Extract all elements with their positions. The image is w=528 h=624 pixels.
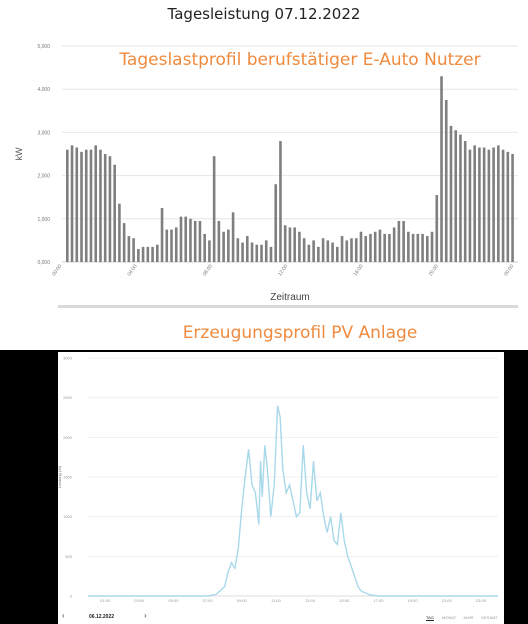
y-tick-label: 2,000 (37, 173, 50, 180)
load-bar (71, 145, 74, 262)
pv-date: 06.12.2022 (89, 614, 115, 620)
load-bar (459, 135, 462, 262)
y-axis-label: Leistung (W) (57, 465, 62, 489)
load-bar (142, 247, 145, 262)
load-bar (364, 236, 367, 262)
pv-profile-overlay-title: Erzeugungsprofil PV Anlage (182, 323, 418, 343)
load-bar (303, 238, 306, 262)
load-bar (336, 247, 339, 262)
load-bar (454, 130, 457, 262)
x-tick-label: 20:00 (427, 263, 440, 278)
load-bar (241, 243, 244, 262)
load-bar (398, 221, 401, 262)
load-bar (203, 234, 206, 262)
load-bar (279, 141, 282, 262)
load-bar (237, 238, 240, 262)
y-tick-label: 5,000 (37, 44, 50, 50)
y-tick-label: 2500 (63, 395, 72, 401)
x-tick-label: 12:00 (277, 263, 290, 278)
load-bar (341, 236, 344, 262)
load-bar (492, 148, 495, 262)
load-bar (298, 232, 301, 262)
load-bar (180, 217, 183, 262)
load-bar (426, 236, 429, 262)
load-bar (355, 238, 358, 262)
x-tick-label: 00:00 (503, 263, 516, 278)
load-bar (274, 184, 277, 262)
load-bar (350, 238, 353, 262)
load-bar (147, 247, 150, 262)
load-bar (345, 240, 348, 262)
load-bar (388, 234, 391, 262)
load-bar (85, 150, 88, 262)
load-bar (507, 152, 510, 262)
load-bar (128, 236, 131, 262)
load-bar (218, 221, 221, 262)
load-bar (421, 234, 424, 262)
y-tick-label: 0,000 (37, 260, 50, 266)
load-bar (208, 240, 211, 262)
load-bar (165, 230, 168, 262)
y-tick-label: 2000 (63, 434, 72, 440)
x-tick-label: 23:00 (475, 598, 486, 603)
x-tick-label: 17:00 (373, 598, 384, 603)
chart-separator (58, 305, 518, 308)
x-tick-label: 07:00 (202, 598, 213, 603)
x-tick-label: 01:00 (100, 598, 111, 603)
load-bar (478, 148, 481, 262)
y-tick-label: 1,000 (37, 216, 50, 223)
load-bar (502, 150, 505, 262)
load-bar (161, 208, 164, 262)
load-bar (137, 249, 140, 262)
load-bar (227, 230, 230, 262)
y-tick-label: 0 (69, 593, 72, 599)
load-bar (90, 150, 93, 262)
load-bar (199, 221, 202, 262)
load-bar (360, 232, 363, 262)
load-profile-chart (0, 30, 528, 320)
load-bar (497, 145, 500, 262)
y-tick-label: 3,000 (37, 130, 50, 137)
x-tick-label: 08:00 (201, 263, 214, 278)
x-tick-label: 15:00 (339, 598, 350, 603)
load-bar (417, 234, 420, 262)
load-bar (331, 243, 334, 262)
load-bar (255, 245, 258, 262)
load-bar (327, 240, 330, 262)
load-bar (260, 245, 263, 262)
load-bar (232, 212, 235, 262)
y-tick-label: 3000 (63, 355, 72, 361)
load-bar (402, 221, 405, 262)
tab-jahr[interactable]: JAHR (463, 615, 474, 620)
load-bar (445, 100, 448, 262)
load-bar (99, 150, 102, 262)
y-tick-label: 1500 (63, 474, 72, 480)
x-tick-label: 00:00 (51, 263, 64, 278)
x-tick-label: 13:00 (305, 598, 316, 603)
load-bar (511, 154, 514, 262)
chevron-left-icon[interactable]: ‹ (62, 611, 65, 620)
y-tick-label: 4,000 (37, 87, 50, 94)
y-axis-label: kW (14, 147, 24, 161)
load-bar (464, 141, 467, 262)
load-bar (312, 240, 315, 262)
load-bar (308, 245, 311, 262)
tab-monat[interactable]: MONAT (442, 615, 457, 620)
load-bar (123, 223, 126, 262)
load-bar (213, 156, 216, 262)
load-bar (80, 152, 83, 262)
load-bar (175, 227, 178, 262)
load-bar (473, 145, 476, 262)
load-bar (393, 227, 396, 262)
load-bar (109, 156, 112, 262)
load-bar (322, 238, 325, 262)
load-bar (265, 240, 268, 262)
x-tick-label: 21:00 (441, 598, 452, 603)
load-bar (369, 234, 372, 262)
load-bar (431, 232, 434, 262)
x-tick-label: 09:00 (236, 598, 247, 603)
load-bar (246, 236, 249, 262)
load-bar (469, 150, 472, 262)
load-bar (483, 148, 486, 262)
load-bar (374, 232, 377, 262)
load-bar (440, 76, 443, 262)
pv-series-line (88, 406, 498, 596)
load-bar (118, 204, 121, 262)
load-bar (407, 232, 410, 262)
load-bar (66, 150, 69, 262)
load-bar (383, 234, 386, 262)
load-bar (317, 247, 320, 262)
load-bar (94, 145, 97, 262)
y-tick-label: 1000 (63, 514, 72, 520)
x-tick-label: 05:00 (168, 598, 179, 603)
load-bar (412, 234, 415, 262)
load-bar (435, 195, 438, 262)
load-bar (251, 243, 254, 262)
load-bar (104, 154, 107, 262)
load-bar (189, 219, 192, 262)
x-tick-label: 03:00 (134, 598, 145, 603)
chevron-right-icon[interactable]: › (144, 611, 147, 620)
load-bar (289, 227, 292, 262)
page-title: Tagesleistung 07.12.2022 (167, 5, 361, 23)
x-tick-label: 19:00 (407, 598, 418, 603)
load-bar (488, 150, 491, 262)
load-bar (293, 227, 296, 262)
x-tick-label: 16:00 (352, 263, 365, 278)
load-profile-overlay-title: Tageslastprofil berufstätiger E-Auto Nutzer (119, 50, 481, 70)
y-tick-label: 500 (65, 553, 72, 559)
pv-generation-chart (58, 352, 504, 604)
load-bar (222, 232, 225, 262)
load-bar (194, 221, 197, 262)
x-axis-label: Zeitraum (270, 292, 310, 303)
load-bar (184, 217, 187, 262)
x-tick-label: 04:00 (126, 263, 139, 278)
load-bar (170, 230, 173, 262)
load-bar (75, 148, 78, 262)
tab-gesamt[interactable]: GESAMT (481, 615, 498, 620)
load-bar (379, 230, 382, 262)
x-tick-label: 11:00 (271, 598, 281, 603)
load-bar (284, 225, 287, 262)
load-bar (270, 247, 273, 262)
load-bar (151, 247, 154, 262)
load-bar (113, 165, 116, 262)
load-bar (132, 238, 135, 262)
load-bar (450, 126, 453, 262)
tab-tag[interactable]: TAG (426, 615, 434, 620)
load-bar (156, 245, 159, 262)
